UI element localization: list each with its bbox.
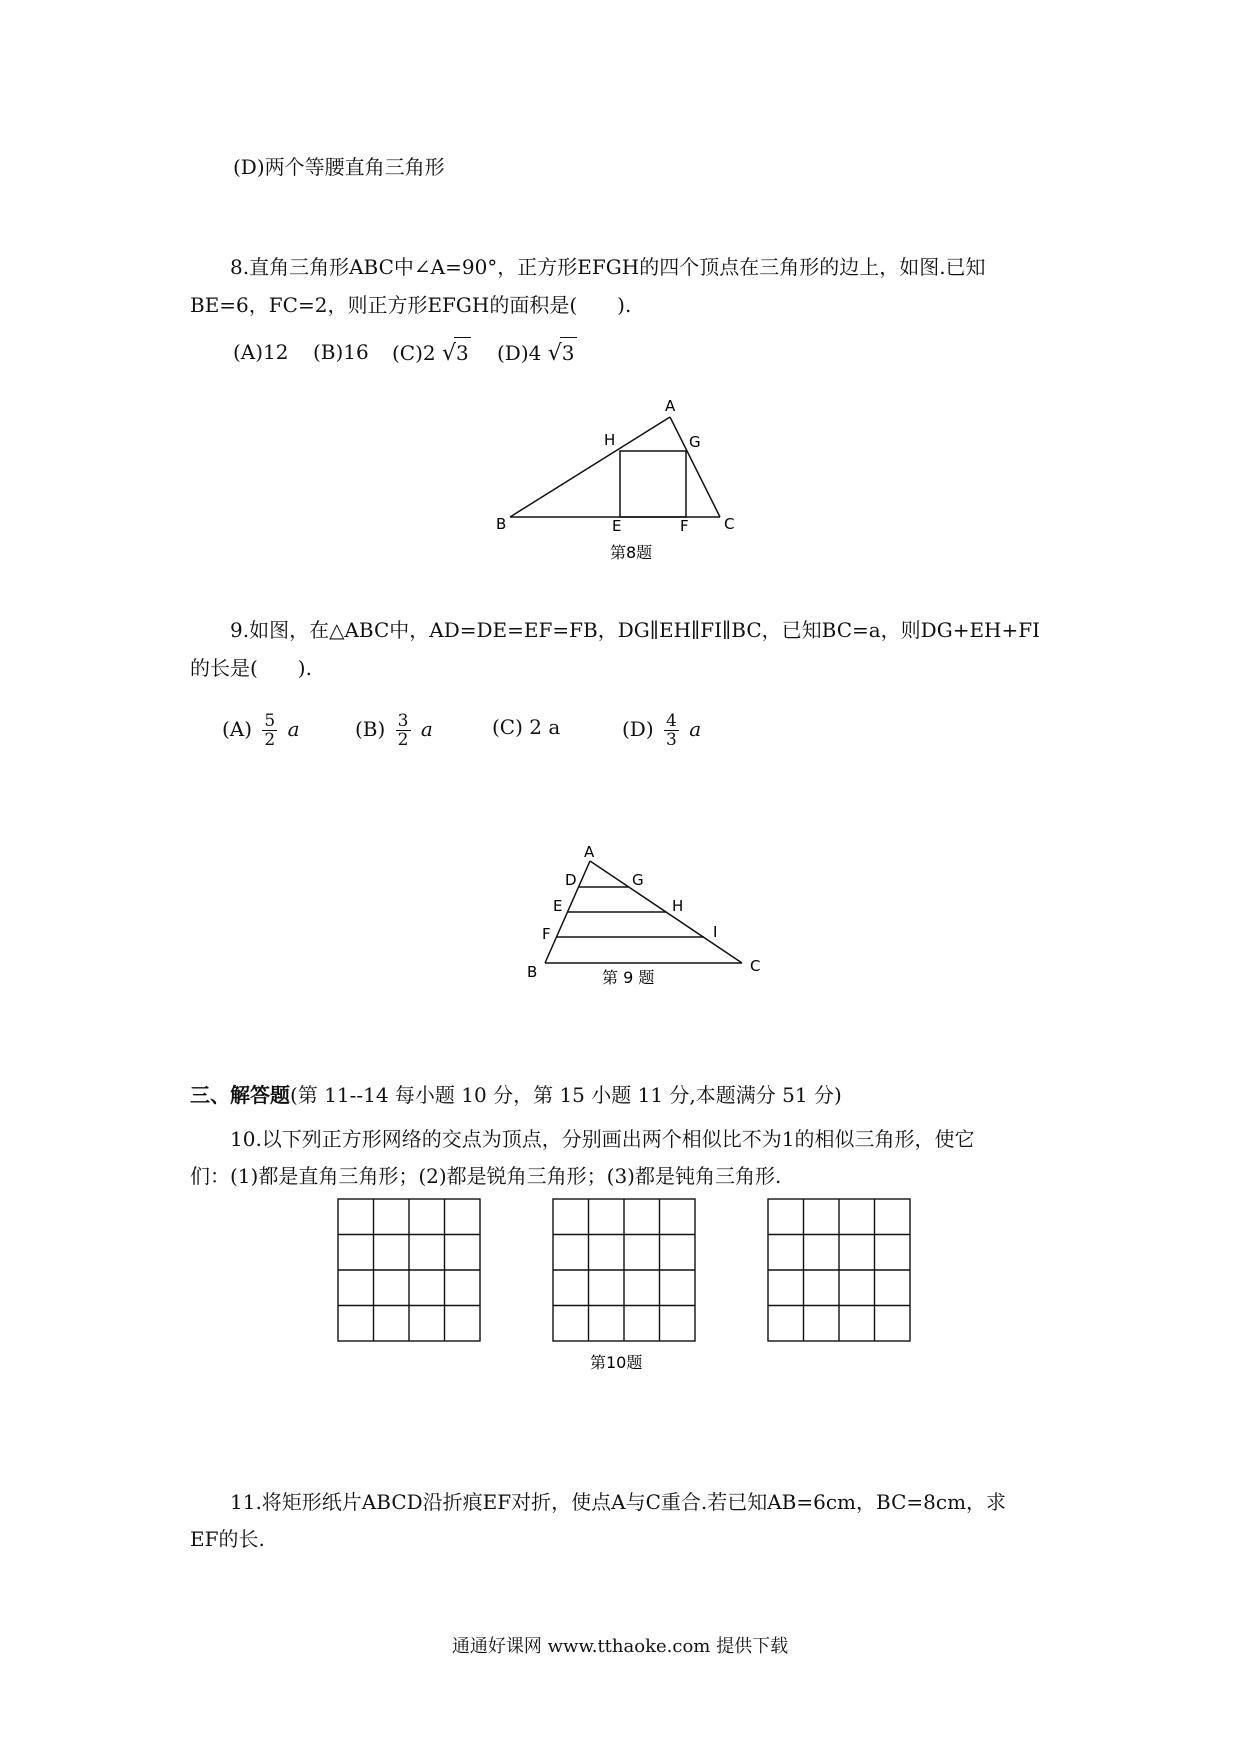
q8-option-d (497, 337, 577, 369)
q8-line2: BE=6，FC=2，则正方形EFGH的面积是( ). (190, 293, 632, 317)
q9-option-a-label: (A) (222, 717, 253, 741)
sqrt-symbol: √ (442, 341, 457, 366)
variable-a: a (420, 717, 433, 741)
fraction (664, 712, 679, 749)
segment-ac (670, 417, 720, 517)
numerator: 3 (397, 711, 409, 731)
label-f: F (680, 517, 689, 535)
segment-ba (510, 417, 670, 517)
q9-option-b (355, 712, 433, 749)
q8-option-c (392, 337, 471, 369)
q9-line2: 的长是( ). (190, 656, 312, 680)
figure-caption: 第 9 题 (602, 968, 655, 987)
label-h: H (672, 897, 684, 915)
figure-caption: 第8题 (610, 543, 653, 562)
section-3-note: (第 11--14 每小题 10 分，第 15 小题 11 分,本题满分 51 分) (290, 1083, 842, 1107)
denominator: 2 (397, 730, 409, 750)
q9-option-c: (C) 2 a (492, 715, 561, 739)
square-efgh (620, 451, 686, 517)
numerator: 4 (666, 711, 677, 731)
q8-option-c-radicand: 3 (454, 337, 471, 368)
page-footer: 通通好课网 www.tthaoke.com 提供下载 (451, 1636, 789, 1657)
q8-option-a: (A)12 (233, 340, 289, 364)
q8-line1: 8.直角三角形ABC中∠A=90°，正方形EFGH的四个顶点在三角形的边上，如图.已知 (230, 255, 986, 279)
grid-1 (338, 1199, 480, 1341)
numerator: 5 (264, 711, 276, 731)
q9-option-d-label: (D) (622, 717, 654, 741)
q9-option-a (222, 712, 300, 749)
label-e: E (612, 517, 622, 535)
q9-figure (520, 845, 780, 995)
q8-option-b: (B)16 (313, 340, 369, 364)
section-3-heading (190, 1080, 842, 1110)
label-d: D (565, 871, 577, 889)
q8-option-d-label: (D)4 (497, 341, 542, 365)
label-e: E (553, 897, 563, 915)
fraction (262, 712, 277, 749)
q9-option-d (622, 712, 701, 749)
q9-line1: 9.如图，在△ABC中，AD=DE=EF=FB，DG∥EH∥FI∥BC，已知BC=a，则DG+EH+FI (230, 618, 1041, 642)
label-a: A (584, 845, 595, 861)
q8-option-d-radicand: 3 (560, 337, 577, 368)
section-3-title: 三、解答题 (190, 1083, 290, 1107)
label-c: C (724, 515, 735, 533)
q10-line2: 们：(1)都是直角三角形；(2)都是锐角三角形；(3)都是钝角三角形. (190, 1164, 782, 1188)
label-g: G (632, 871, 644, 889)
q8-figure (490, 395, 760, 570)
fraction (396, 712, 411, 749)
label-b: B (496, 515, 507, 533)
figure-caption: 第10题 (590, 1353, 643, 1371)
label-f: F (542, 925, 551, 943)
q11-line2: EF的长. (190, 1527, 265, 1551)
label-c: C (750, 957, 761, 975)
label-h: H (604, 431, 616, 449)
q10-grids (336, 1197, 914, 1371)
label-a: A (665, 397, 676, 415)
grid-3 (768, 1199, 910, 1341)
variable-a: a (287, 717, 300, 741)
variable-a: a (689, 717, 702, 741)
previous-option-d: (D)两个等腰直角三角形 (233, 155, 445, 179)
denominator: 3 (666, 730, 677, 750)
label-b: B (527, 963, 538, 981)
q8-option-c-label: (C)2 (392, 341, 436, 365)
grid-2 (553, 1199, 695, 1341)
sqrt-symbol: √ (547, 341, 562, 366)
q9-option-b-label: (B) (355, 717, 386, 741)
label-g: G (689, 433, 701, 451)
q11-line1: 11.将矩形纸片ABCD沿折痕EF对折，使点A与C重合.若已知AB=6cm，BC=8cm，求 (230, 1490, 1007, 1514)
q10-line1: 10.以下列正方形网络的交点为顶点，分别画出两个相似比不为1的相似三角形，使它 (230, 1127, 975, 1151)
denominator: 2 (264, 730, 276, 750)
label-i: I (713, 923, 718, 941)
